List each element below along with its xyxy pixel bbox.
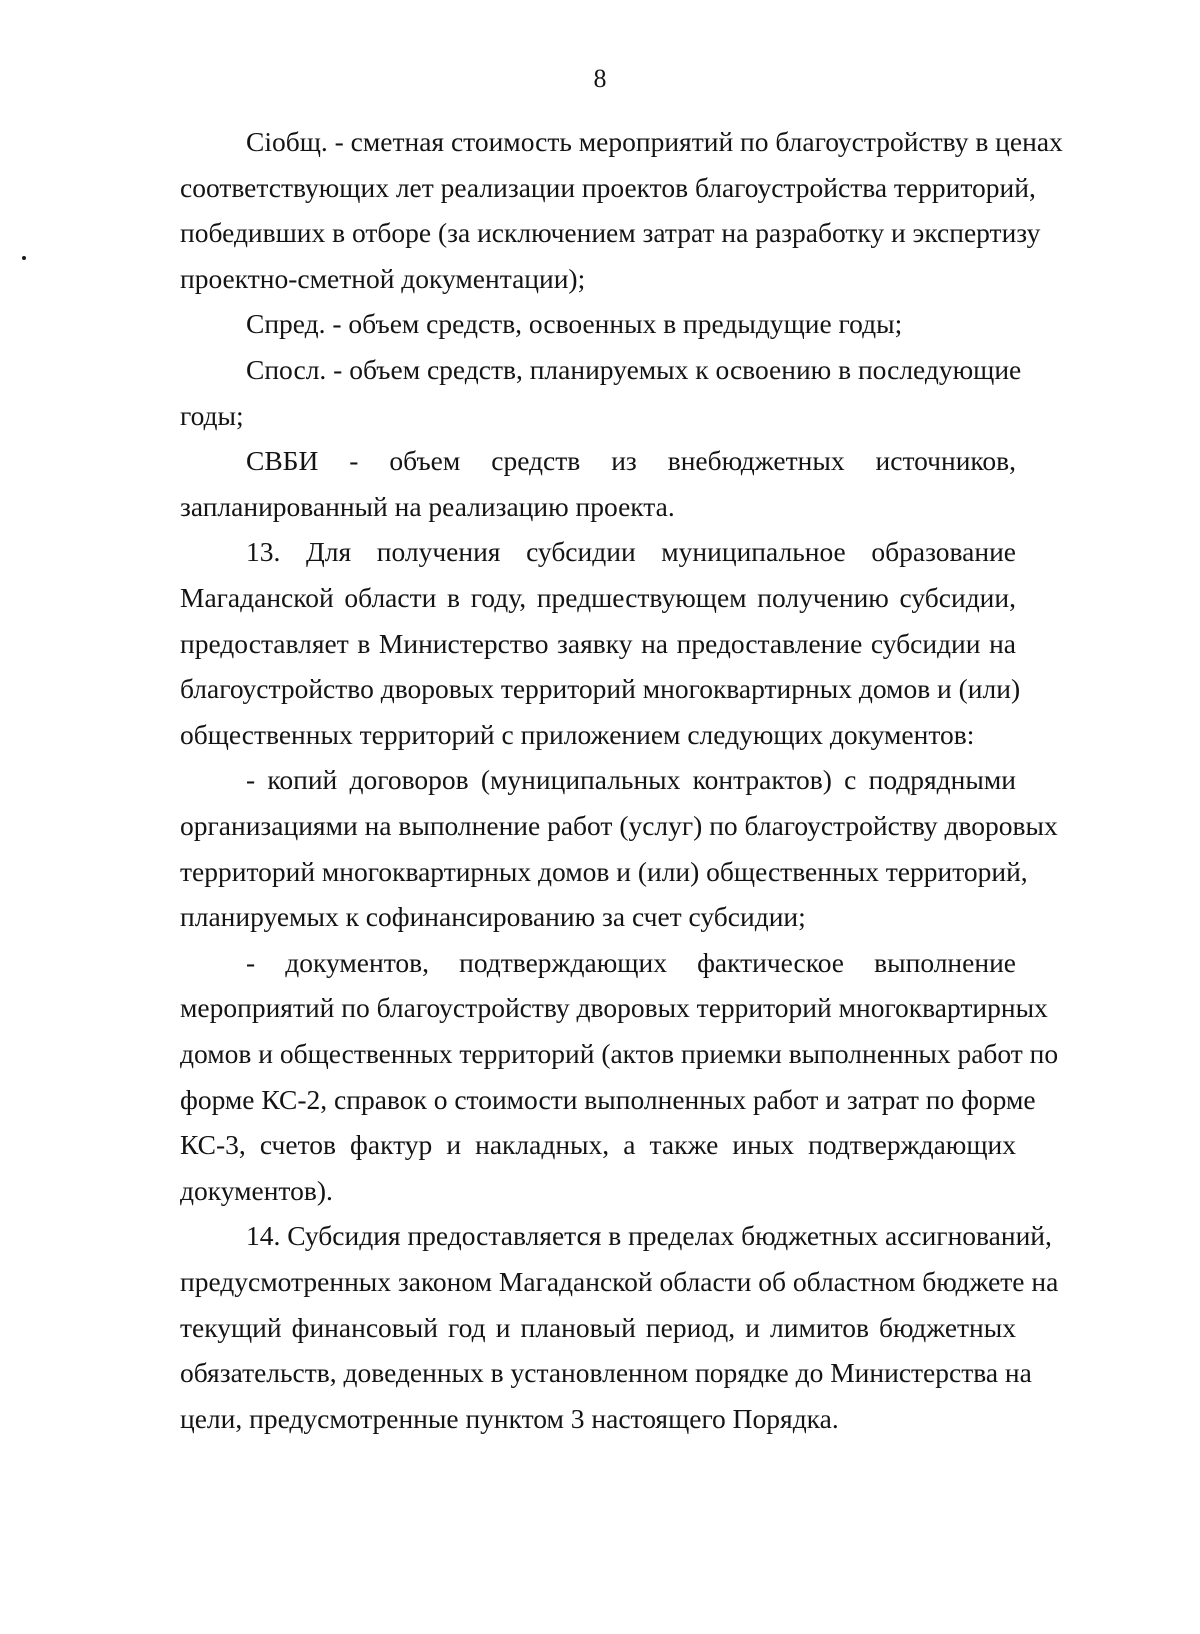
text-line: годы; bbox=[180, 399, 244, 431]
text-line: организациями на выполнение работ (услуг) по благоустройству дворовых bbox=[180, 810, 1058, 841]
text-line: мероприятий по благоустройству дворовых территорий многоквартирных bbox=[180, 992, 1048, 1024]
text-line: 14. Субсидия предоставляется в пределах бюджетных ассигнований, bbox=[246, 1220, 1052, 1252]
text-line: текущий финансовый год и плановый период, и лимитов бюджетных bbox=[180, 1311, 1016, 1343]
text-line: - копий договоров (муниципальных контрактов) с подрядными bbox=[246, 764, 1016, 796]
text-line: планируемых к софинансированию за счет субсидии; bbox=[180, 901, 806, 933]
text-line: предусмотренных законом Магаданской области об областном бюджете на bbox=[180, 1266, 1059, 1297]
text-line: СВБИ - объем средств из внебюджетных источников, bbox=[246, 445, 1016, 477]
page-number: 8 bbox=[593, 64, 607, 93]
text-line: - документов, подтверждающих фактическое выполнение bbox=[246, 946, 1016, 978]
text-line: благоустройство дворовых территорий многоквартирных домов и (или) bbox=[180, 673, 1021, 705]
text-line: КС-3, счетов фактур и накладных, а также иных подтверждающих bbox=[180, 1129, 1016, 1161]
text-line: запланированный на реализацию проекта. bbox=[180, 490, 675, 522]
text-line: победивших в отборе (за исключением затрат на разработку и экспертизу bbox=[180, 217, 1041, 249]
text-line: соответствующих лет реализации проектов благоустройства территорий, bbox=[180, 171, 1036, 203]
text-line: Сiобщ. - сметная стоимость мероприятий по благоустройству в ценах bbox=[246, 126, 1063, 157]
scan-artifact-dot bbox=[22, 256, 26, 260]
text-line: проектно-сметной документации); bbox=[180, 262, 586, 294]
text-line: 13. Для получения субсидии муниципальное образование bbox=[246, 536, 1016, 568]
text-line: обязательств, доведенных в установленном порядке до Министерства на bbox=[180, 1357, 1032, 1389]
text-line: Спред. - объем средств, освоенных в предыдущие годы; bbox=[246, 308, 903, 340]
text-line: общественных территорий с приложением следующих документов: bbox=[180, 718, 975, 750]
text-line: предоставляет в Министерство заявку на предоставление субсидии на bbox=[180, 627, 1016, 659]
text-line: цели, предусмотренные пунктом 3 настоящего Порядка. bbox=[180, 1402, 839, 1434]
text-line: документов). bbox=[180, 1174, 333, 1206]
text-line: территорий многоквартирных домов и (или) общественных территорий, bbox=[180, 855, 1028, 887]
text-line: домов и общественных территорий (актов приемки выполненных работ по bbox=[180, 1038, 1059, 1069]
text-line: Спосл. - объем средств, планируемых к освоению в последующие bbox=[246, 354, 1022, 385]
text-line: Магаданской области в году, предшествующем получению субсидии, bbox=[180, 582, 1016, 613]
text-line: форме КС-2, справок о стоимости выполненных работ и затрат по форме bbox=[180, 1083, 1036, 1115]
